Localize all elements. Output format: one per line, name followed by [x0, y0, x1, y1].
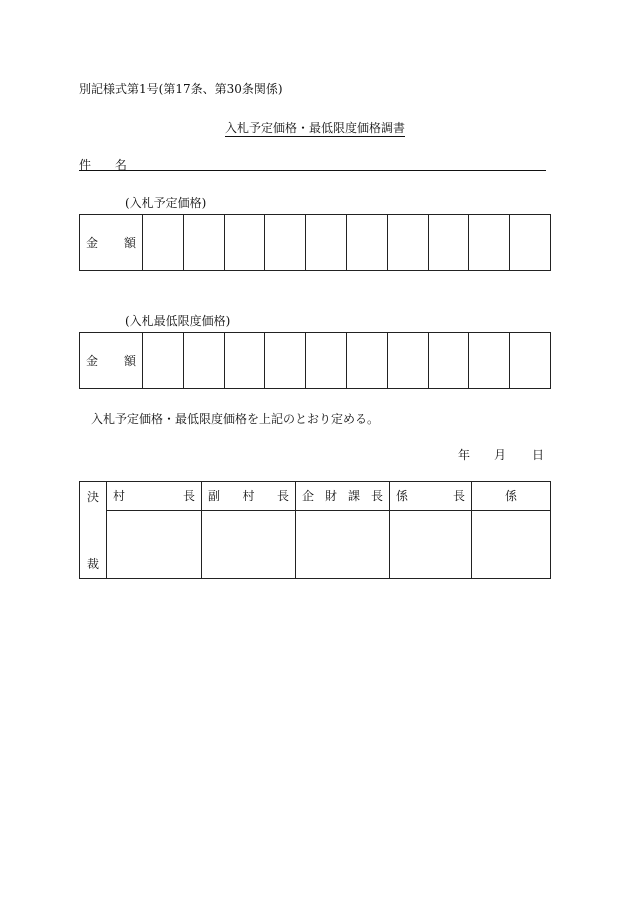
digit-cell [265, 333, 306, 389]
document-title-text: 入札予定価格・最低限度価格調書 [224, 121, 405, 135]
digit-cell [183, 215, 224, 271]
kessai-cell [80, 482, 107, 579]
digit-cell [306, 215, 347, 271]
digit-cell [387, 333, 428, 389]
role-char: 長 [370, 489, 383, 504]
digit-cell [469, 215, 510, 271]
date-month: 月 [494, 448, 507, 462]
amount-label-gaku: 額 [123, 354, 136, 368]
kessai-char-1: 決 [86, 490, 99, 504]
digit-cell [265, 215, 306, 271]
role-char: 係 [504, 489, 517, 504]
amount-label-cell [80, 215, 143, 271]
digit-cell [224, 333, 265, 389]
role-header-deputy-village-chief [202, 482, 296, 511]
digit-cell [510, 333, 551, 389]
digit-cell [510, 215, 551, 271]
role-char: 財 [324, 489, 337, 504]
seal-cell-deputy-village-chief [202, 510, 296, 578]
seal-cell-planning-finance-chief [296, 510, 390, 578]
section-caption-planned-price: (入札予定価格) [125, 196, 207, 210]
role-char: 係 [396, 489, 409, 504]
digit-cell [469, 333, 510, 389]
form-id: 別記様式第1号(第17条、第30条関係) [79, 82, 283, 96]
digit-cell [346, 333, 387, 389]
role-char: 村 [113, 489, 126, 504]
role-header-section-chief [390, 482, 472, 511]
digit-cell [387, 215, 428, 271]
statement-text: 入札予定価格・最低限度価格を上記のとおり定める。 [91, 412, 380, 426]
role-char: 副 [208, 489, 221, 504]
amount-label-cell [80, 333, 143, 389]
role-header-planning-finance-chief [296, 482, 390, 511]
role-char: 課 [347, 489, 360, 504]
kessai-char-2: 裁 [86, 557, 99, 571]
section-caption-minimum-price: (入札最低限度価格) [125, 314, 231, 328]
planned-price-amount-table [79, 214, 551, 271]
seal-cell-village-chief [107, 510, 202, 578]
role-header-staff [472, 482, 551, 511]
date-year: 年 [458, 448, 471, 462]
date-line [458, 446, 544, 463]
digit-cell [428, 333, 469, 389]
amount-label-kin: 金 [86, 354, 99, 368]
seal-cell-section-chief [390, 510, 472, 578]
seal-cell-staff [472, 510, 551, 578]
subject-label: 件 名 [79, 158, 137, 172]
amount-label-gaku: 額 [123, 236, 136, 250]
digit-cell [224, 215, 265, 271]
role-char: 村 [242, 489, 255, 504]
subject-line [79, 156, 546, 171]
digit-cell [183, 333, 224, 389]
minimum-price-amount-table [79, 332, 551, 389]
approval-table [79, 481, 551, 579]
role-char: 長 [276, 489, 289, 504]
document-title [0, 119, 630, 136]
role-header-village-chief [107, 482, 202, 511]
digit-cell [143, 215, 184, 271]
role-char: 企 [302, 489, 315, 504]
role-char: 長 [452, 489, 465, 504]
amount-label-kin: 金 [86, 236, 99, 250]
role-char: 長 [182, 489, 195, 504]
digit-cell [346, 215, 387, 271]
digit-cell [143, 333, 184, 389]
digit-cell [306, 333, 347, 389]
date-day: 日 [532, 448, 545, 462]
digit-cell [428, 215, 469, 271]
